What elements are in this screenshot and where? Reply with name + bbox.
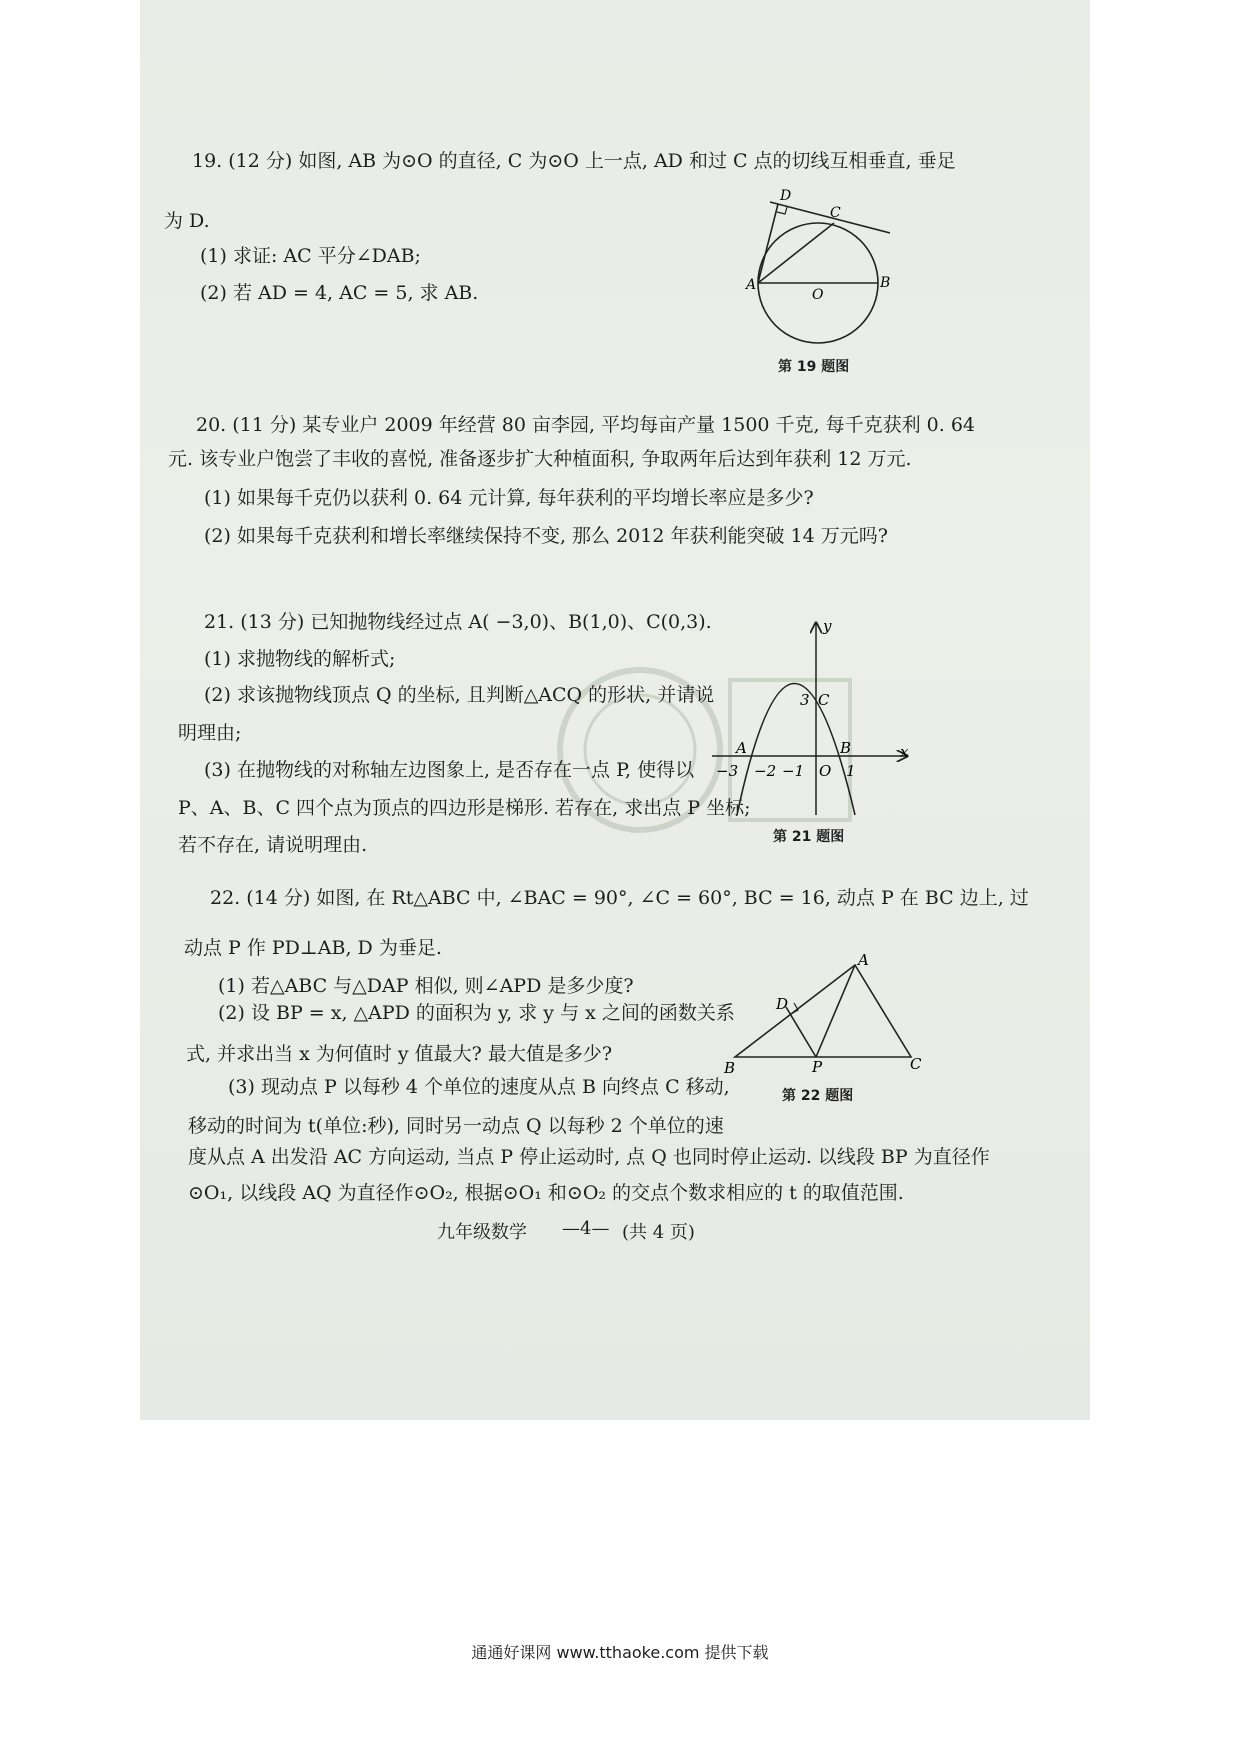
q22-label-D: D	[776, 995, 789, 1013]
q19-label-B: B	[880, 275, 891, 291]
q21-label-C: C	[818, 691, 830, 709]
q21-tick-m2: −2	[754, 762, 777, 780]
q21-caption: 第 21 题图	[773, 829, 845, 845]
download-credit: 通通好课网 www.tthaoke.com 提供下载	[471, 1643, 769, 1662]
q21-figure	[712, 615, 922, 825]
q19-part1: (1) 求证: AC 平分∠DAB;	[200, 245, 421, 267]
q22-part1: (1) 若△ABC 与△DAP 相似, 则∠APD 是多少度?	[218, 975, 634, 997]
q22-caption: 第 22 题图	[782, 1088, 854, 1104]
q19-part2: (2) 若 AD = 4, AC = 5, 求 AB.	[200, 282, 479, 304]
q19-figure	[740, 185, 910, 355]
q22-label-A: A	[858, 951, 869, 969]
q19-line2: 为 D.	[164, 210, 210, 232]
footer-subject: 九年级数学	[437, 1222, 527, 1243]
q22-line2: 动点 P 作 PD⊥AB, D 为垂足.	[184, 937, 442, 959]
q21-label-three: 3	[800, 691, 810, 709]
q21-tick-m1: −1	[782, 762, 805, 780]
q21-label-A: A	[736, 739, 747, 757]
q22-part3c: 度从点 A 出发沿 AC 方向运动, 当点 P 停止运动时, 点 Q 也同时停止运动. 以线段 BP 为直径作	[188, 1146, 990, 1168]
q22-part3b: 移动的时间为 t(单位:秒), 同时另一动点 Q 以每秒 2 个单位的速	[188, 1115, 724, 1137]
q22-part3d: ⊙O₁, 以线段 AQ 为直径作⊙O₂, 根据⊙O₁ 和⊙O₂ 的交点个数求相应的 t 的取值范围.	[188, 1182, 904, 1204]
q21-part3b: P、A、B、C 四个点为顶点的四边形是梯形. 若存在, 求出点 P 坐标;	[178, 797, 751, 819]
q22-label-P: P	[812, 1058, 823, 1076]
q21-part3a: (3) 在抛物线的对称轴左边图象上, 是否存在一点 P, 使得以	[204, 759, 695, 781]
footer-page-number: —4—	[562, 1218, 610, 1239]
q19-line1: 19. (12 分) 如图, AB 为⊙O 的直径, C 为⊙O 上一点, AD 和过 C 点的切线互相垂直, 垂足	[192, 150, 956, 172]
q19-label-A: A	[746, 277, 757, 293]
q19-caption: 第 19 题图	[778, 359, 850, 375]
q19-label-O: O	[812, 287, 824, 303]
q21-part2a: (2) 求该抛物线顶点 Q 的坐标, 且判断△ACQ 的形状, 并请说	[204, 684, 715, 706]
q22-part3a: (3) 现动点 P 以每秒 4 个单位的速度从点 B 向终点 C 移动,	[228, 1076, 730, 1098]
q22-line1: 22. (14 分) 如图, 在 Rt△ABC 中, ∠BAC = 90°, ∠C = 60°, BC = 16, 动点 P 在 BC 边上, 过	[210, 887, 1029, 909]
q21-tick-one: 1	[846, 762, 856, 780]
q19-label-D: D	[780, 188, 792, 204]
q22-label-C: C	[910, 1055, 922, 1073]
q21-line1: 21. (13 分) 已知抛物线经过点 A( −3,0)、B(1,0)、C(0,3).	[204, 611, 712, 633]
q20-line2: 元. 该专业户饱尝了丰收的喜悦, 准备逐步扩大种植面积, 争取两年后达到年获利 12 万元.	[168, 448, 912, 470]
q21-label-y: y	[823, 617, 832, 635]
q20-part2: (2) 如果每千克获利和增长率继续保持不变, 那么 2012 年获利能突破 14 万元吗?	[204, 525, 888, 547]
q19-label-C: C	[830, 205, 841, 221]
q21-label-B: B	[840, 739, 852, 757]
q20-part1: (1) 如果每千克仍以获利 0. 64 元计算, 每年获利的平均增长率应是多少?	[204, 487, 814, 509]
footer-total-pages: (共 4 页)	[622, 1222, 695, 1243]
q21-label-O: O	[819, 762, 832, 780]
q21-part2b: 明理由;	[178, 722, 242, 744]
q22-figure	[720, 945, 930, 1080]
q21-tick-m3: −3	[716, 762, 739, 780]
q22-label-B: B	[724, 1059, 736, 1077]
q21-part1: (1) 求抛物线的解析式;	[204, 648, 396, 670]
q22-part2a: (2) 设 BP = x, △APD 的面积为 y, 求 y 与 x 之间的函数关系	[218, 1002, 735, 1024]
q21-label-x: x	[900, 743, 909, 761]
q22-part2b: 式, 并求出当 x 为何值时 y 值最大? 最大值是多少?	[186, 1043, 613, 1065]
q21-part3c: 若不存在, 请说明理由.	[178, 834, 368, 856]
q20-line1: 20. (11 分) 某专业户 2009 年经营 80 亩李园, 平均每亩产量 1500 千克, 每千克获利 0. 64	[196, 414, 976, 436]
